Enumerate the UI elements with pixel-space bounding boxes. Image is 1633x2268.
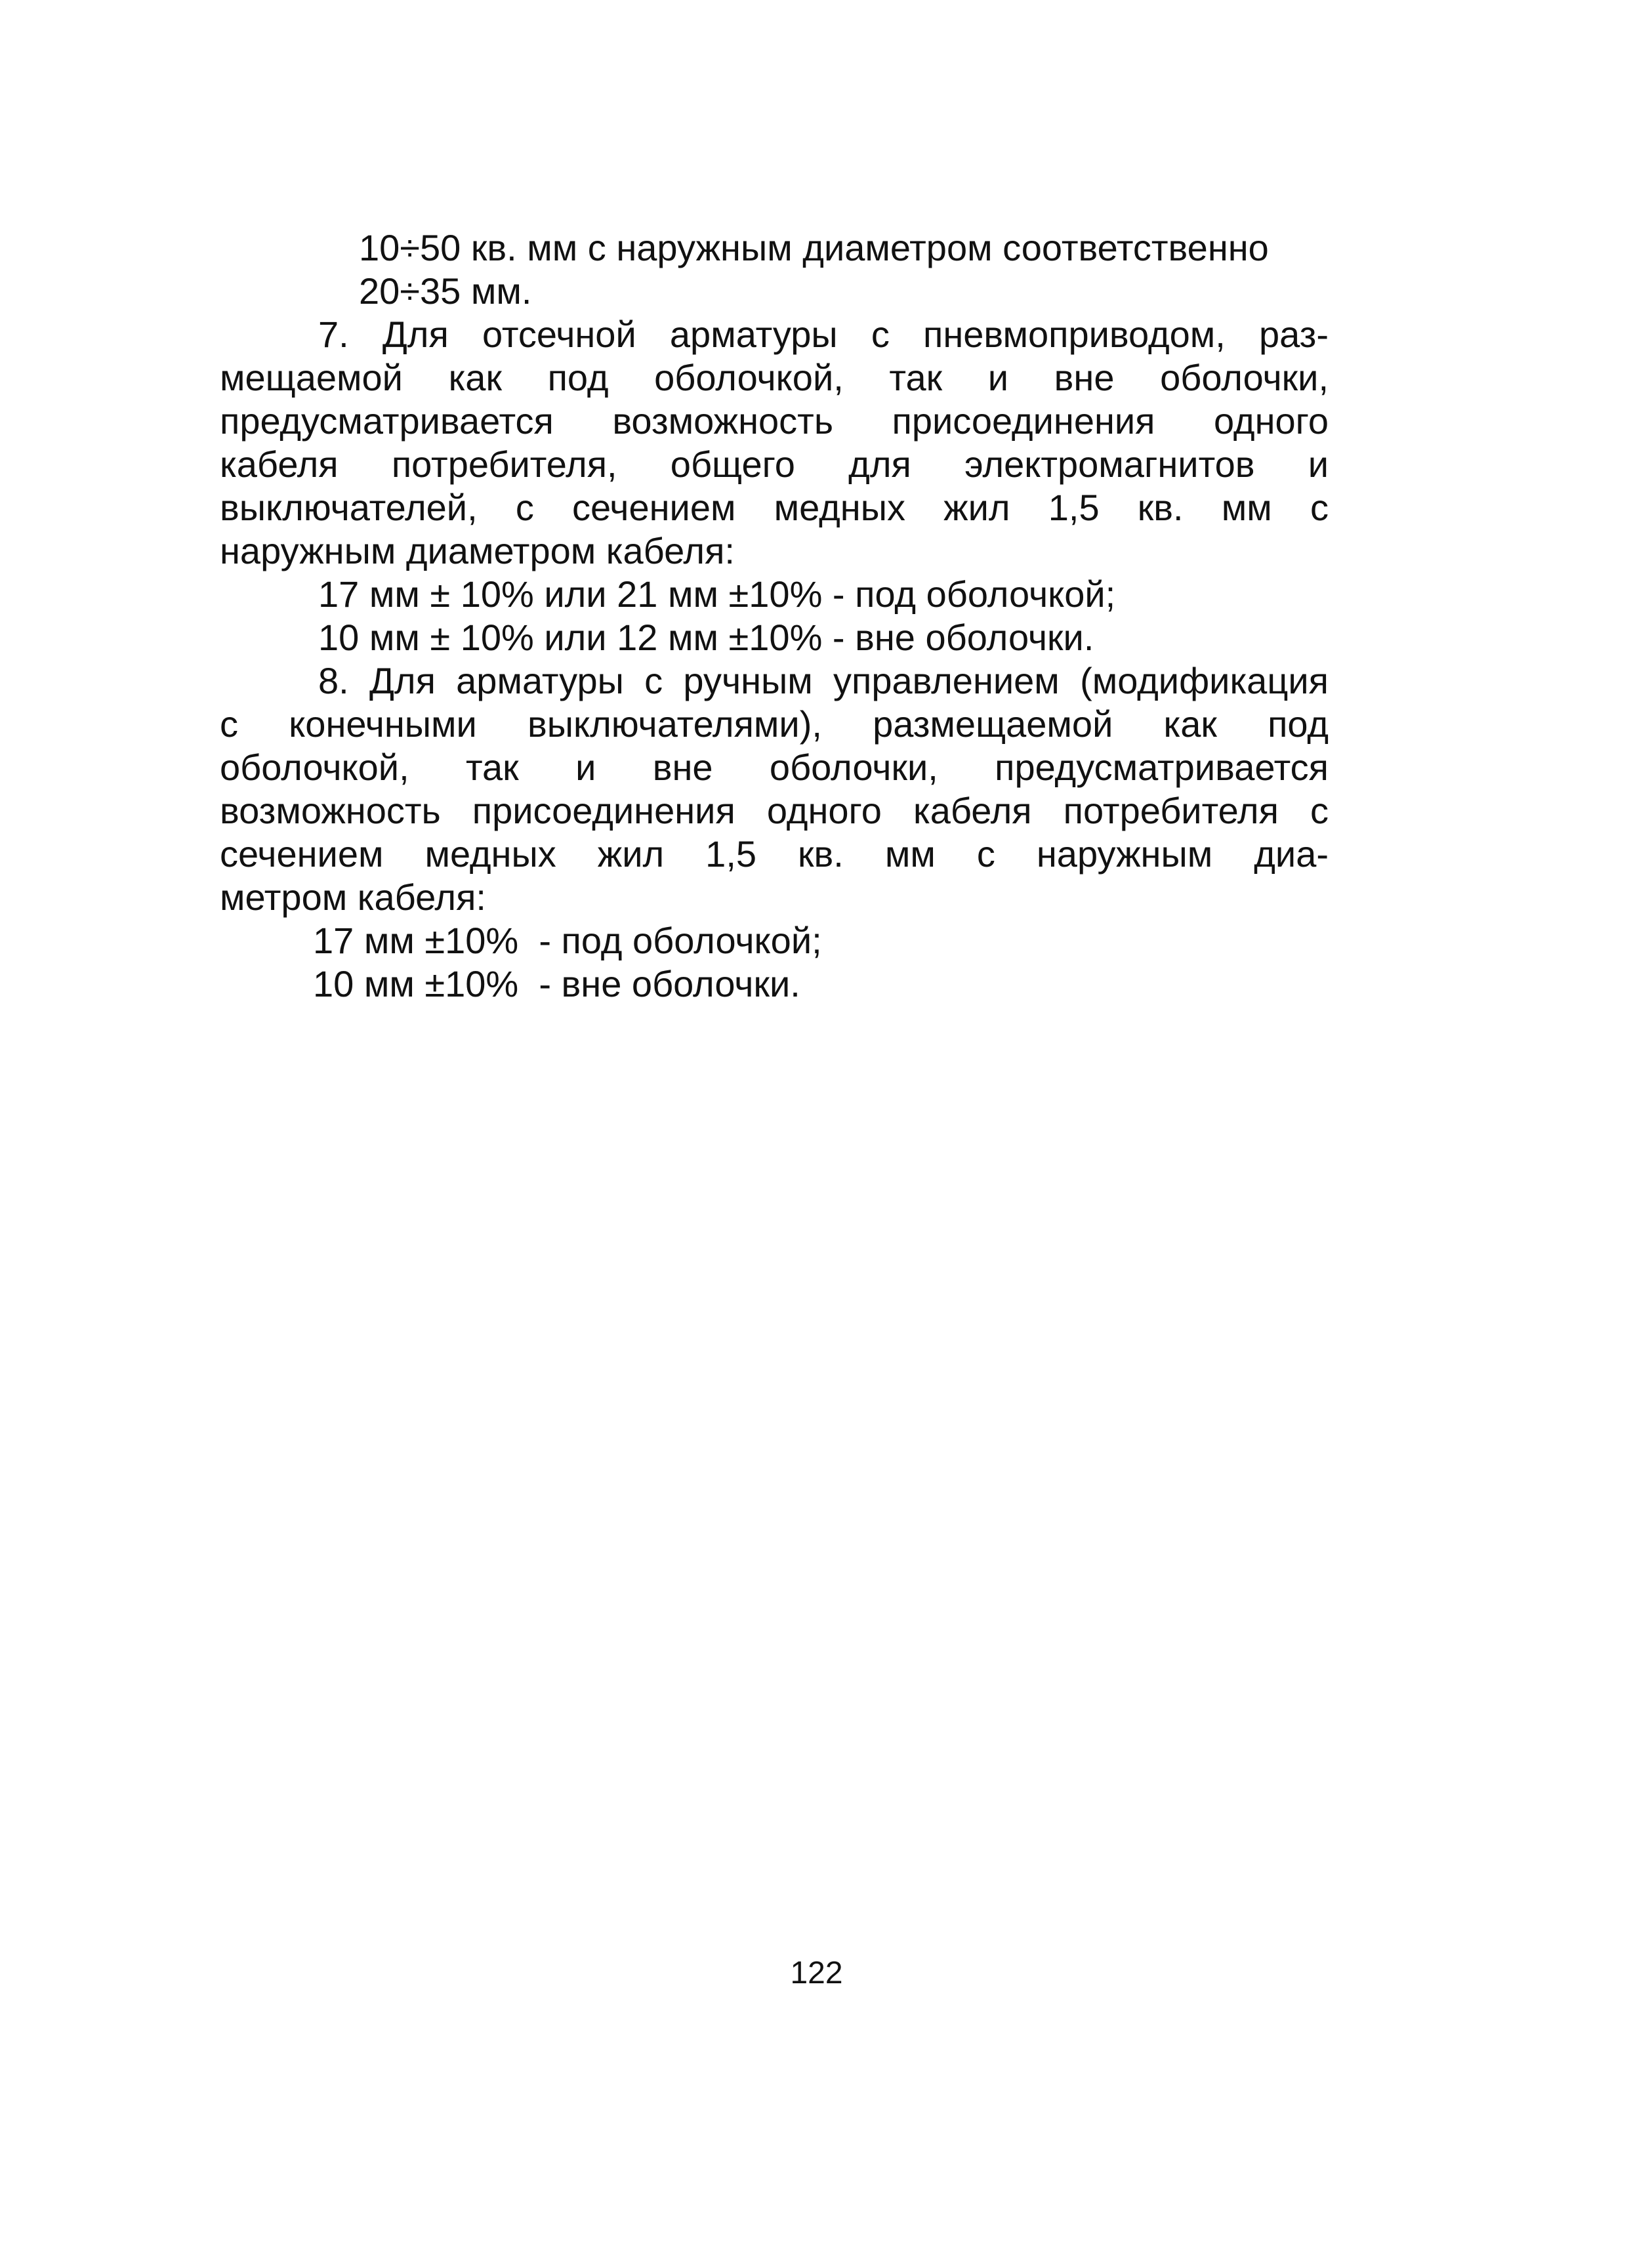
text-line: 10÷50 кв. мм с наружным диаметром соответственно [359,227,1269,268]
list-item: 17 мм ± 10% или 21 мм ±10% - под оболочкой; [318,573,1116,615]
text-line: кабеля потребителя, общего для электромагнитов и [220,443,1329,485]
text-line: предусматривается возможность присоединения одного [220,400,1329,442]
text-line: мещаемой как под оболочкой, так и вне оболочки, [220,357,1329,398]
paragraph-8-first-line: 8. Для арматуры с ручным управлением (модификация [318,660,1329,701]
text-line: с конечными выключателями), размещаемой как под [220,703,1329,745]
paragraph-7-first-line: 7. Для отсечной арматуры с пневмоприводом, раз- [318,314,1329,355]
text-line: метром кабеля: [220,876,486,918]
text-line: наружным диаметром кабеля: [220,530,735,571]
list-item: 10 мм ± 10% или 12 мм ±10% - вне оболочки. [318,617,1094,658]
text-line: выключателей, с сечением медных жил 1,5 кв. мм с [220,487,1329,528]
text-line: 20÷35 мм. [359,270,532,312]
list-item: 17 мм ±10% - под оболочкой; [313,920,822,961]
text-line: оболочкой, так и вне оболочки, предусматривается [220,747,1329,788]
text-line: сечением медных жил 1,5 кв. мм с наружным диа- [220,833,1329,875]
document-body [220,226,1329,1006]
list-item: 10 мм ±10% - вне оболочки. [313,963,800,1004]
text-line: возможность присоединения одного кабеля потребителя с [220,790,1329,831]
page-number: 122 [790,1956,843,1990]
